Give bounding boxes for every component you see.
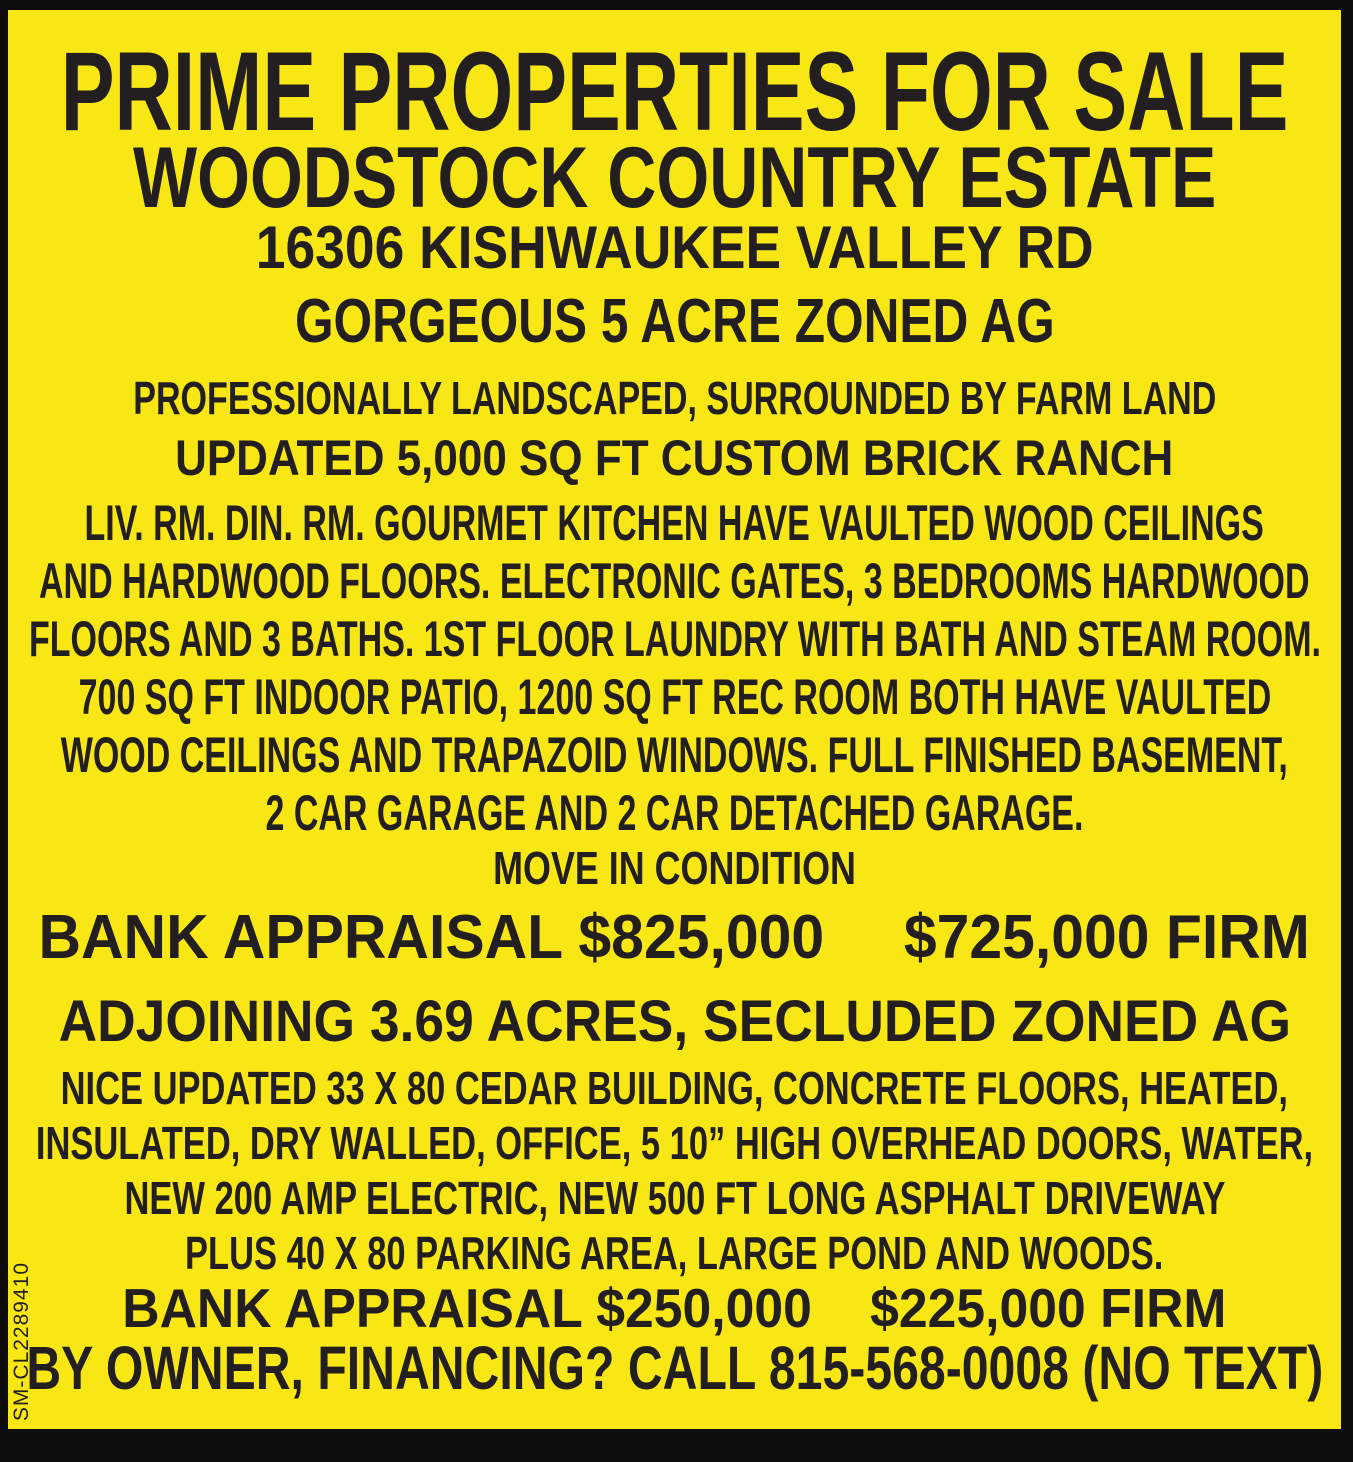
property1-description-line: 700 SQ FT INDOOR PATIO, 1200 SQ FT REC ROOM BOTH HAVE VAULTED — [78, 669, 1271, 725]
property1-description — [8, 494, 1341, 842]
contact-line: BY OWNER, FINANCING? CALL 815-568-0008 (NO TEXT) — [26, 1334, 1323, 1402]
property2-appraisal-row — [122, 1277, 1227, 1339]
property2-appraisal: BANK APPRAISAL $250,000 — [122, 1277, 812, 1339]
property1-highlight-building: UPDATED 5,000 SQ FT CUSTOM BRICK RANCH — [175, 430, 1174, 486]
classified-ad — [8, 10, 1341, 1429]
ad-headline: PRIME PROPERTIES FOR SALE — [60, 29, 1289, 154]
property2-description-line: NEW 200 AMP ELECTRIC, NEW 500 FT LONG ASPHALT DRIVEWAY — [124, 1172, 1225, 1224]
property1-condition: MOVE IN CONDITION — [493, 842, 856, 894]
property2-price: $225,000 FIRM — [870, 1277, 1227, 1339]
ad-code: SM-CL2289410 — [10, 1261, 33, 1421]
property1-description-line: LIV. RM. DIN. RM. GOURMET KITCHEN HAVE VAULTED WOOD CEILINGS — [84, 495, 1265, 551]
property1-price: $725,000 FIRM — [904, 903, 1311, 972]
property1-description-line: FLOORS AND 3 BATHS. 1ST FLOOR LAUNDRY WITH BATH AND STEAM ROOM. — [28, 611, 1321, 667]
property1-highlight-landscaping: PROFESSIONALLY LANDSCAPED, SURROUNDED BY FARM LAND — [132, 372, 1217, 424]
property2-description-line: INSULATED, DRY WALLED, OFFICE, 5 10” HIGH OVERHEAD DOORS, WATER, — [35, 1117, 1314, 1169]
property2-description-line: NICE UPDATED 33 X 80 CEDAR BUILDING, CONCRETE FLOORS, HEATED, — [60, 1062, 1289, 1114]
property2-title: ADJOINING 3.69 ACRES, SECLUDED ZONED AG — [58, 989, 1291, 1054]
property1-title: WOODSTOCK COUNTRY ESTATE — [132, 130, 1217, 226]
property2-description — [8, 1061, 1341, 1281]
property1-address: 16306 KISHWAUKEE VALLEY RD — [255, 214, 1094, 281]
property1-description-line: 2 CAR GARAGE AND 2 CAR DETACHED GARAGE. — [265, 785, 1084, 841]
property1-zoning: GORGEOUS 5 ACRE ZONED AG — [294, 287, 1055, 356]
property1-appraisal: BANK APPRAISAL $825,000 — [38, 903, 825, 972]
property1-description-line: WOOD CEILINGS AND TRAPAZOID WINDOWS. FULL FINISHED BASEMENT, — [60, 727, 1289, 783]
property1-appraisal-row — [38, 903, 1311, 972]
property1-description-line: AND HARDWOOD FLOORS. ELECTRONIC GATES, 3 BEDROOMS HARDWOOD — [39, 553, 1310, 609]
property2-description-line: PLUS 40 X 80 PARKING AREA, LARGE POND AND WOODS. — [185, 1227, 1164, 1279]
